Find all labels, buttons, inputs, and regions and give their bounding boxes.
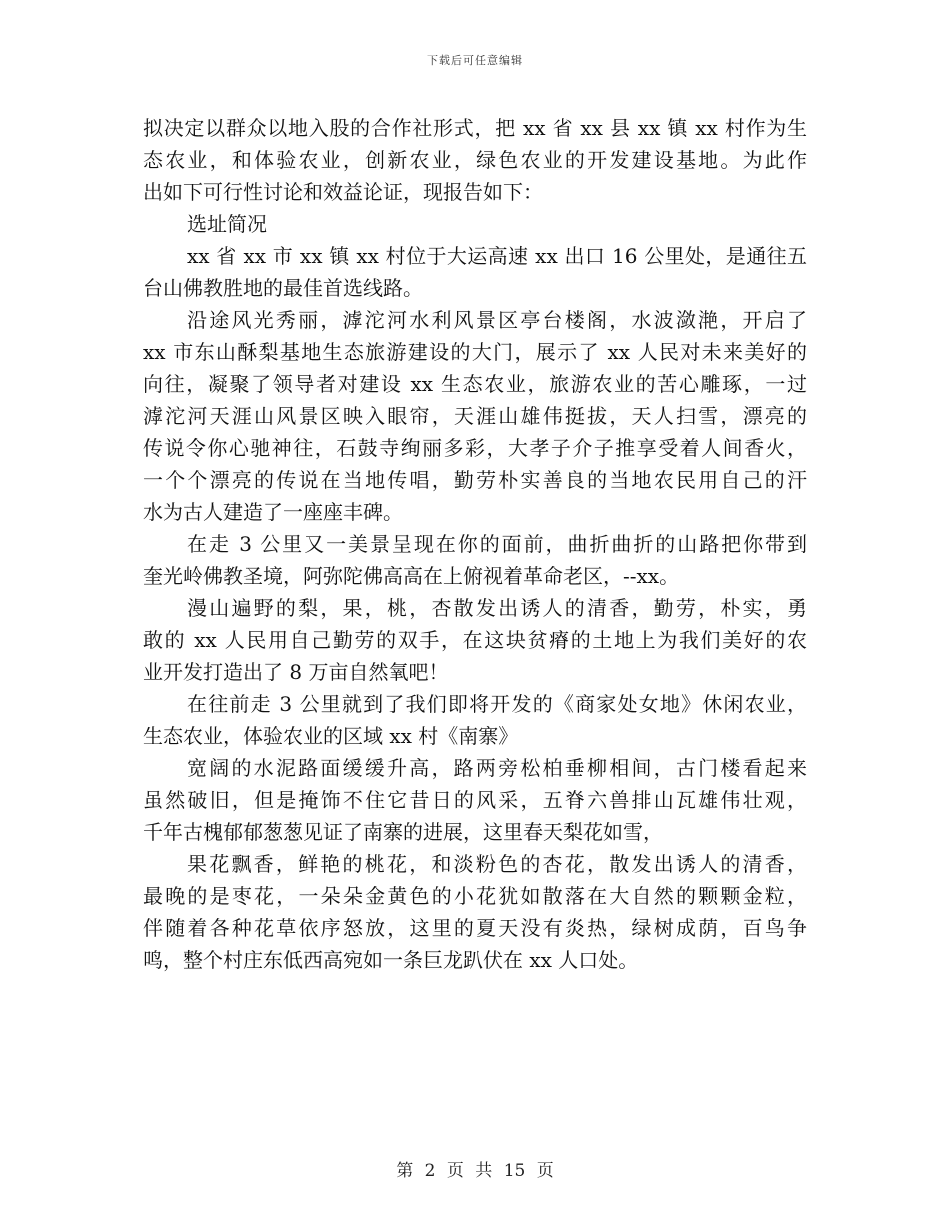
paragraph-line: 伴随着各种花草依序怒放，这里的夏天没有炎热，绿树成荫，百鸟争 [143, 916, 807, 940]
paragraph-line: xx 省 xx 市 xx 镇 xx 村位于大运高速 xx 出口 16 公里处，是通往五 [187, 244, 807, 268]
paragraph-line: 虽然破旧，但是掩饰不住它昔日的风采，五脊六兽排山瓦雄伟壮观， [143, 788, 807, 812]
paragraph-line: 业开发打造出了 8 万亩自然氧吧！ [143, 660, 449, 684]
paragraph-line: 最晚的是枣花，一朵朵金黄色的小花犹如散落在大自然的颗颗金粒， [143, 884, 807, 908]
paragraph-line: 沿途风光秀丽，滹沱河水利风景区亭台楼阁，水波潋滟，开启了 [187, 308, 807, 332]
paragraph-line: 千年古槐郁郁葱葱见证了南寨的进展，这里春天梨花如雪， [143, 820, 663, 844]
paragraph-line: 在往前走 3 公里就到了我们即将开发的《商家处女地》休闲农业， [187, 692, 807, 716]
paragraph-line: 果花飘香，鲜艳的桃花，和淡粉色的杏花，散发出诱人的清香， [187, 852, 807, 876]
page-number: 第 2 页 共 15 页 [396, 1161, 554, 1181]
paragraph-line: 台山佛教胜地的最佳首选线路。 [143, 276, 423, 300]
paragraph-line: 宽阔的水泥路面缓缓升高，路两旁松柏垂柳相间，古门楼看起来 [187, 756, 807, 780]
paragraph-line: 鸣，整个村庄东低西高宛如一条巨龙趴伏在 xx 人口处。 [143, 948, 639, 972]
paragraph-line: 出如下可行性讨论和效益论证，现报告如下： [143, 180, 543, 204]
paragraph-line: 敢的 xx 人民用自己勤劳的双手，在这块贫瘠的土地上为我们美好的农 [143, 628, 807, 652]
paragraph-line: 拟决定以群众以地入股的合作社形式，把 xx 省 xx 县 xx 镇 xx 村作为生 [143, 116, 807, 140]
paragraph-line: 传说令你心驰神往，石鼓寺绚丽多彩，大孝子介子推享受着人间香火， [143, 436, 807, 460]
paragraph-line: 水为古人建造了一座座丰碑。 [143, 500, 403, 524]
paragraph-line: 一个个漂亮的传说在当地传唱，勤劳朴实善良的当地农民用自己的汗 [143, 468, 807, 492]
document-body [143, 112, 807, 976]
paragraph-line: 在走 3 公里又一美景呈现在你的面前，曲折曲折的山路把你带到 [187, 532, 807, 556]
paragraph-line: 态农业，和体验农业，创新农业，绿色农业的开发建设基地。为此作 [143, 148, 807, 172]
paragraph-line: 滹沱河天涯山风景区映入眼帘，天涯山雄伟挺拔，天人扫雪，漂亮的 [143, 404, 807, 428]
paragraph-line: 选址简况 [187, 212, 267, 236]
paragraph-line: 生态农业，体验农业的区域 xx 村《南寨》 [143, 724, 519, 748]
page-header: 下载后可任意编辑 [427, 54, 523, 67]
paragraph-line: 漫山遍野的梨，果，桃，杏散发出诱人的清香，勤劳，朴实，勇 [187, 596, 807, 620]
paragraph-line: 向往，凝聚了领导者对建设 xx 生态农业，旅游农业的苦心雕琢，一过 [143, 372, 807, 396]
paragraph-line: xx 市东山酥梨基地生态旅游建设的大门，展示了 xx 人民对未来美好的 [143, 340, 807, 364]
paragraph-line: 奎光岭佛教圣境，阿弥陀佛高高在上俯视着革命老区，--xx。 [143, 564, 680, 588]
